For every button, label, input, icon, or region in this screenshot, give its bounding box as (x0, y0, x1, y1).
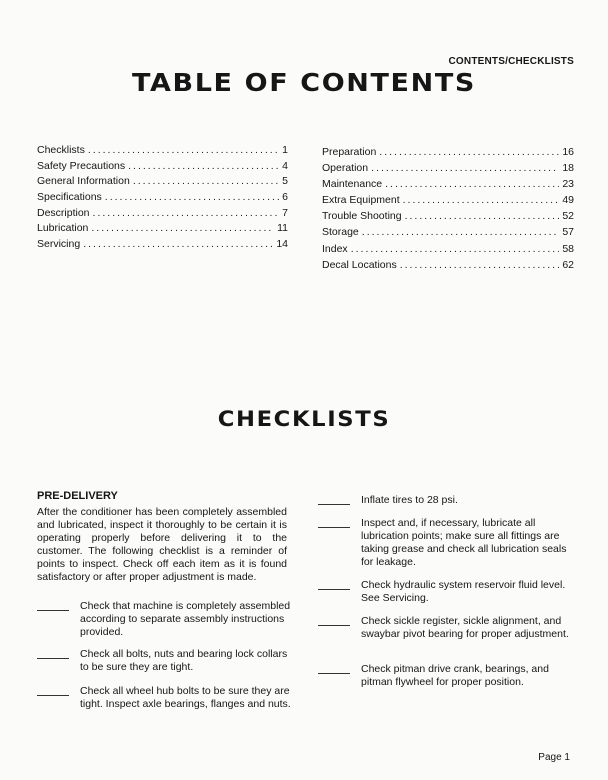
section-title: CHECKLISTS (217, 407, 391, 431)
toc-leader-dots (405, 210, 560, 222)
checklist-item-text: Check all wheel hub bolts to be sure they are tight. Inspect axle bearings, flanges and nuts. (80, 685, 291, 710)
check-blank-line (37, 658, 69, 659)
toc-entry-page: 5 (282, 175, 288, 188)
toc-leader-dots (362, 226, 560, 238)
toc-leader-dots (83, 238, 273, 250)
toc-entry (322, 210, 574, 226)
subheading: PRE-DELIVERY (37, 490, 118, 502)
toc-leader-dots (93, 207, 280, 219)
toc-leader-dots (403, 194, 560, 206)
toc-entry (37, 238, 288, 254)
toc-leader-dots (351, 243, 560, 255)
checklist-item-text: Check sickle register, sickle alignment, and swaybar pivot bearing for proper adjustment. (361, 615, 569, 640)
check-blank-line (318, 589, 350, 590)
toc-entry (322, 194, 574, 210)
toc-leader-dots (128, 160, 279, 172)
checklist-item-text: Check hydraulic system reservoir fluid level. See Servicing. (361, 579, 566, 604)
toc-entry-page: 58 (562, 242, 574, 255)
toc-entry-label: Index (322, 242, 348, 255)
checklist-item-text: Inflate tires to 28 psi. (361, 494, 458, 506)
toc-entry-page: 18 (562, 162, 574, 175)
toc-entry-page: 52 (562, 210, 574, 223)
toc-entry-page: 62 (562, 258, 574, 271)
check-blank-line (37, 610, 69, 611)
toc-left-column (37, 144, 288, 254)
checklist-item-text: Check pitman drive crank, bearings, and pitman flywheel for proper position. (361, 663, 549, 688)
check-blank-line (318, 504, 350, 505)
toc-entry-label: Checklists (37, 144, 85, 156)
toc-entry-label: Safety Precautions (37, 159, 126, 172)
toc-leader-dots (88, 144, 279, 156)
page-title: TABLE OF CONTENTS (132, 68, 476, 97)
toc-entry-label: Operation (322, 162, 369, 175)
toc-entry (322, 226, 574, 242)
toc-entry-page: 6 (282, 191, 288, 204)
toc-entry-page: 16 (562, 146, 574, 158)
toc-entry-page: 49 (562, 194, 574, 207)
toc-entry-page: 7 (282, 206, 288, 219)
toc-entry (37, 191, 288, 207)
toc-entry (322, 146, 574, 162)
toc-entry-label: Trouble Shooting (322, 210, 402, 223)
toc-entry-page: 1 (282, 144, 288, 156)
toc-entry-label: Decal Locations (322, 258, 397, 271)
toc-leader-dots (371, 162, 559, 174)
toc-entry-page: 23 (562, 178, 574, 191)
toc-leader-dots (133, 175, 279, 187)
toc-entry-page: 57 (562, 226, 574, 239)
check-blank-line (37, 695, 69, 696)
toc-entry (37, 160, 288, 176)
toc-entry-label: Storage (322, 226, 359, 239)
toc-entry (322, 162, 574, 178)
page-number: Page 1 (538, 752, 570, 763)
toc-entry-page: 4 (282, 159, 288, 172)
intro-paragraph: After the conditioner has been completely assembled and lubricated, inspect it thoroughly to be certain it is operating properly before delivering it to the customer. The following checklist is a reminder of points to inspect. Check off each item as it is found satisfactory or after proper adjustment is made. (37, 506, 287, 583)
toc-right-column (322, 146, 574, 275)
toc-entry-label: General Information (37, 175, 130, 188)
toc-entry (37, 144, 288, 160)
toc-leader-dots (400, 259, 560, 271)
toc-entry-label: Preparation (322, 146, 377, 158)
check-blank-line (318, 673, 350, 674)
toc-entry-page: 11 (277, 222, 288, 235)
check-blank-line (318, 527, 350, 528)
toc-entry-page: 14 (276, 238, 288, 251)
toc-entry (322, 243, 574, 259)
toc-entry (322, 259, 574, 275)
toc-entry (37, 222, 288, 238)
checklist-item-text: Check all bolts, nuts and bearing lock collars to be sure they are tight. (80, 648, 288, 673)
toc-leader-dots (385, 178, 559, 190)
toc-entry-label: Lubrication (37, 222, 89, 235)
toc-entry-label: Description (37, 206, 90, 219)
toc-entry-label: Specifications (37, 191, 102, 204)
toc-entry-label: Maintenance (322, 178, 383, 191)
toc-entry-label: Servicing (37, 238, 81, 251)
toc-leader-dots (105, 191, 279, 203)
toc-leader-dots (379, 146, 559, 158)
toc-entry-label: Extra Equipment (322, 194, 400, 207)
check-blank-line (318, 625, 350, 626)
toc-leader-dots (91, 222, 274, 234)
checklist-item-text: Inspect and, if necessary, lubricate all lubrication points; make sure all fittings are taking grease and check all lubrication seals for leakage. (361, 517, 567, 568)
checklist-item-text: Check that machine is completely assembled according to separate assembly instructions provided. (80, 600, 291, 638)
toc-entry (322, 178, 574, 194)
section-header-label: CONTENTS/CHECKLISTS (448, 56, 574, 67)
toc-entry (37, 175, 288, 191)
toc-entry (37, 207, 288, 223)
